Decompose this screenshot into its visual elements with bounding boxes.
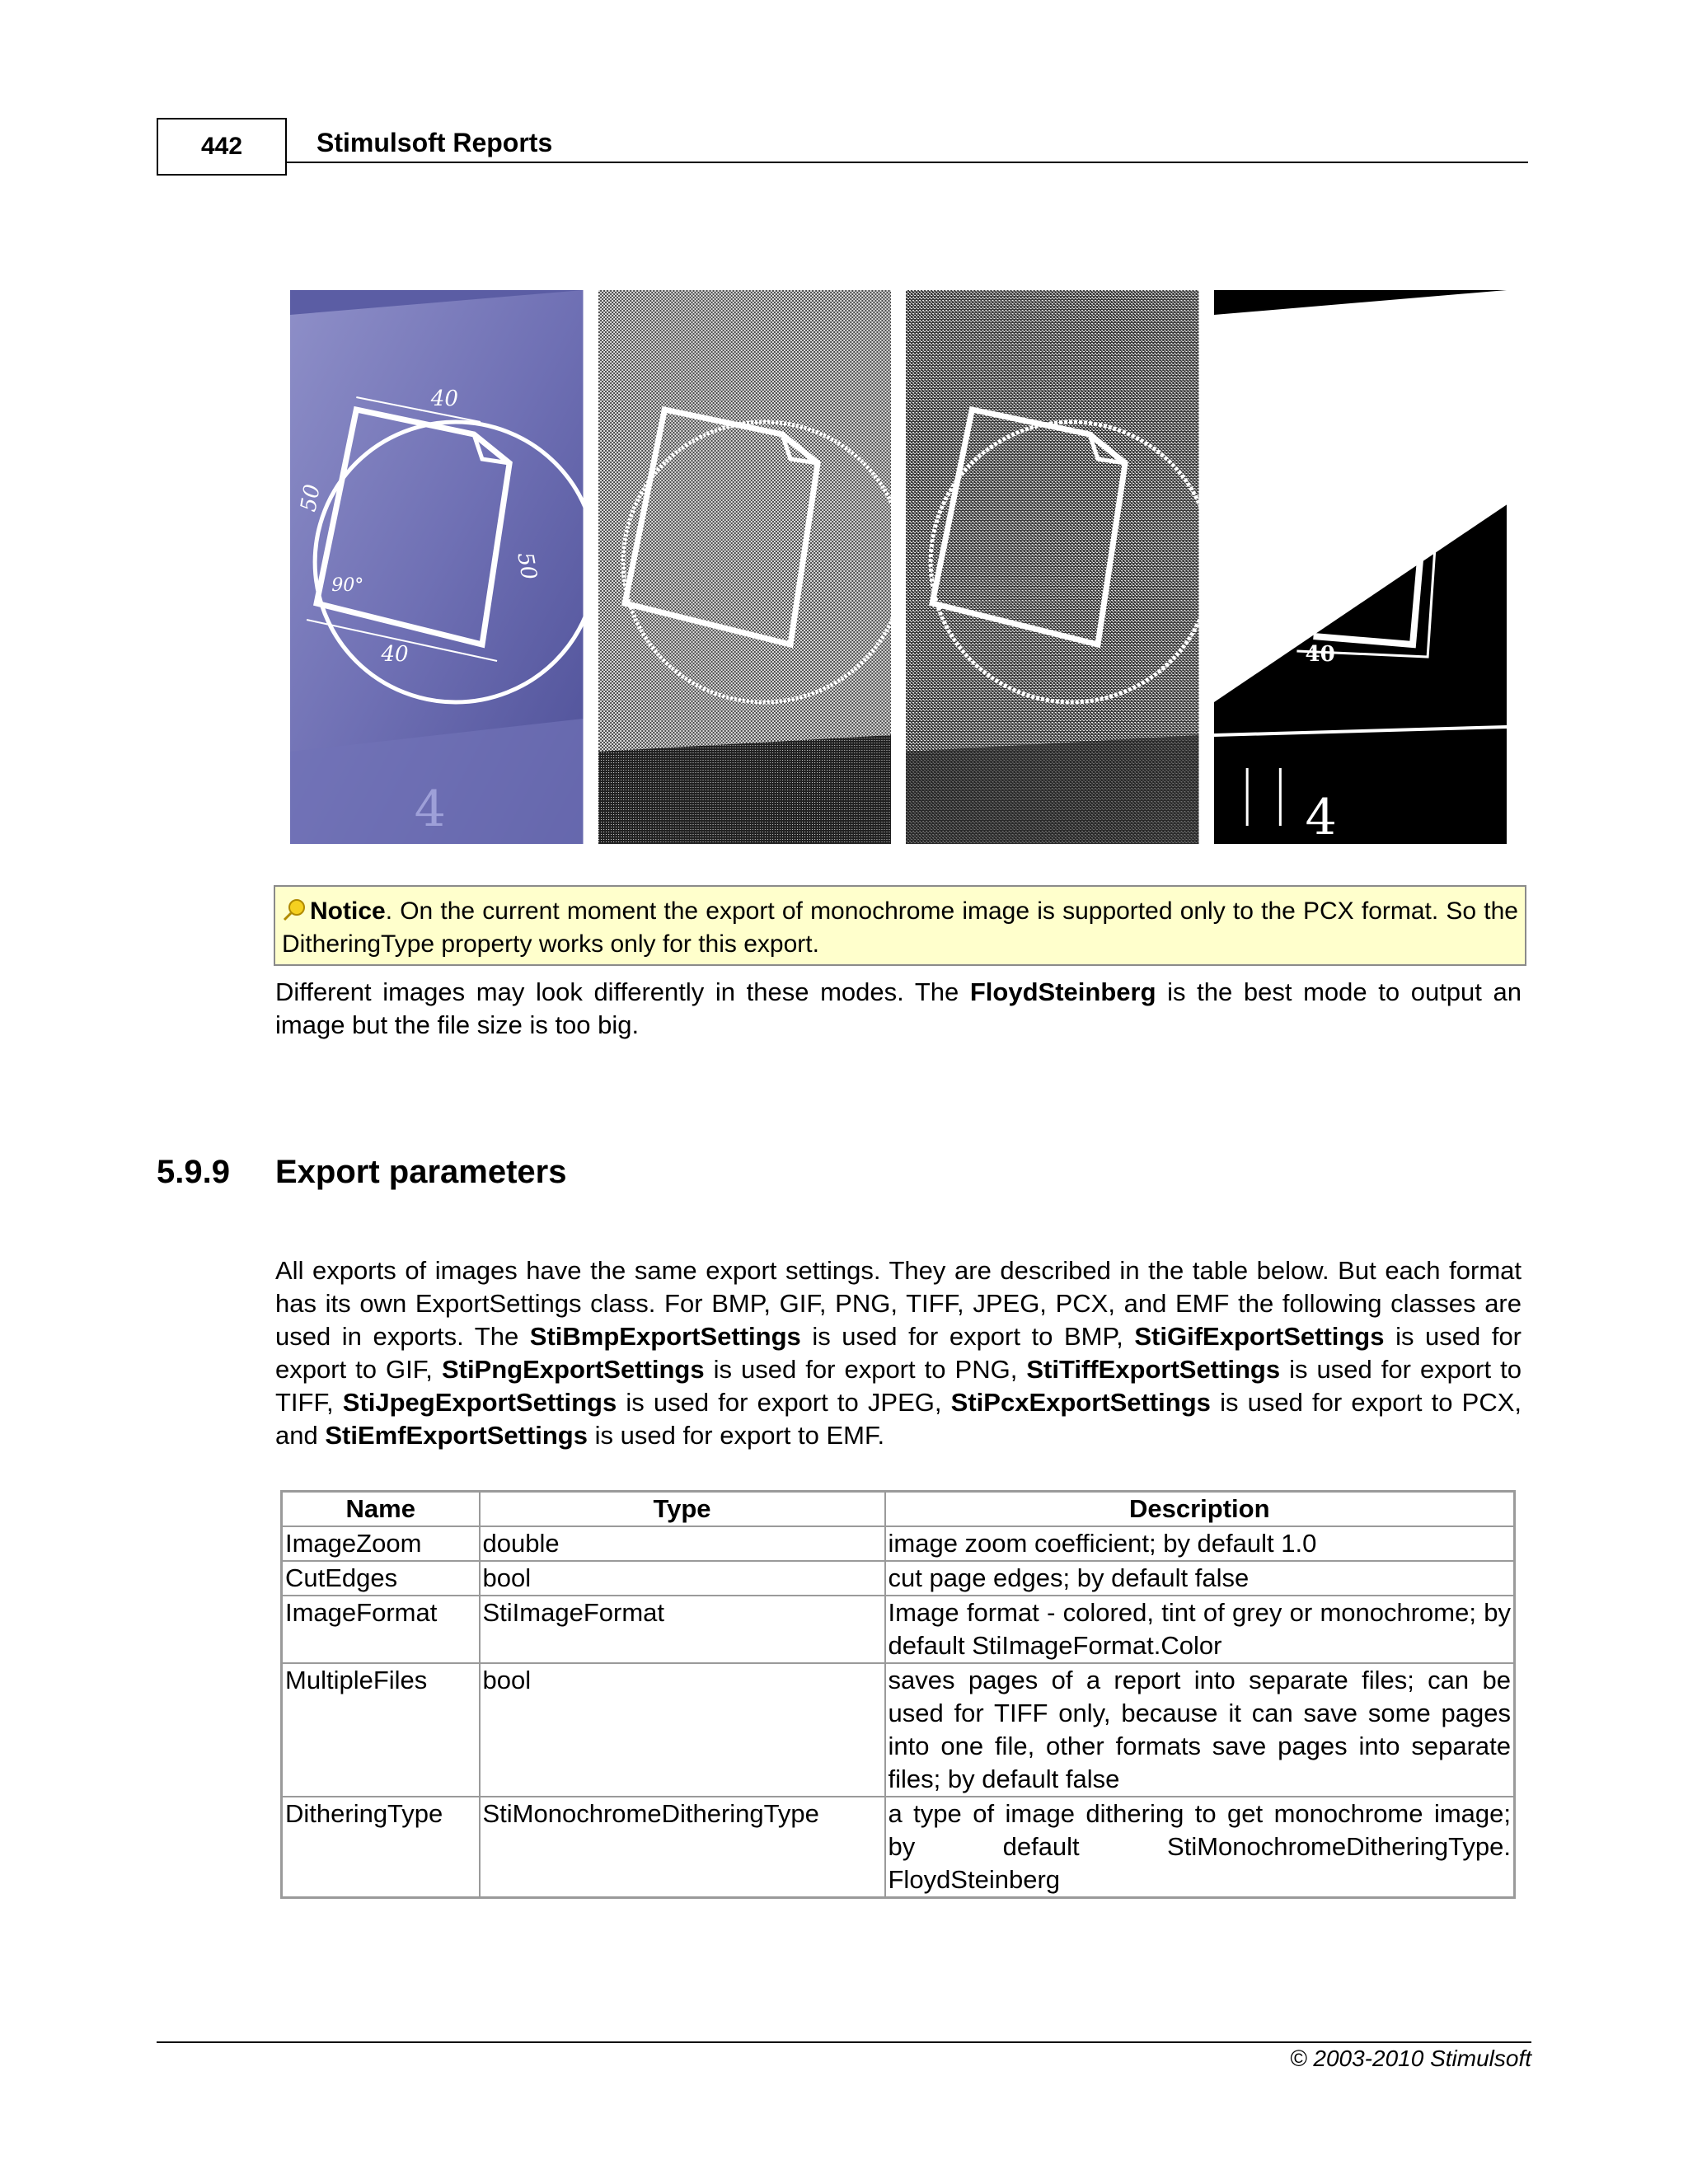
- text-run: is used for export to TIFF,: [275, 1355, 1522, 1417]
- document-title: Stimulsoft Reports: [316, 128, 553, 157]
- class-name: StiJpegExportSettings: [342, 1388, 617, 1417]
- table-row: [282, 1596, 1515, 1663]
- table-row: [282, 1663, 1515, 1797]
- cell-name: CutEdges: [282, 1561, 480, 1596]
- cell-type: double: [480, 1526, 885, 1561]
- text-run: is used for export to EMF.: [588, 1421, 885, 1450]
- class-name: StiPcxExportSettings: [950, 1388, 1211, 1417]
- paragraph-modes: [275, 976, 1522, 1042]
- cell-description: image zoom coefficient; by default 1.0: [885, 1526, 1515, 1561]
- section-title: Export parameters: [275, 1154, 567, 1190]
- cell-name: ImageZoom: [282, 1526, 480, 1561]
- cell-description: cut page edges; by default false: [885, 1561, 1515, 1596]
- paragraph-export-settings: [275, 1254, 1522, 1452]
- cell-type: bool: [480, 1561, 885, 1596]
- header-divider: [285, 162, 1528, 163]
- figure-panel-ordered: [906, 290, 1199, 844]
- cell-name: MultipleFiles: [282, 1663, 480, 1797]
- dimension-label: 40: [1304, 642, 1335, 667]
- dithering-comparison-figure: [290, 290, 1507, 844]
- figure-panel-threshold: [598, 290, 892, 844]
- notice-text: . On the current moment the export of monochrome image is supported only to the PCX format. So the DitheringType property works only for this export.: [282, 898, 1518, 958]
- table-row: [282, 1797, 1515, 1898]
- dimension-label: 4: [1304, 789, 1337, 844]
- text-run: is used for export to PCX, and: [275, 1388, 1522, 1450]
- notice-label: Notice: [310, 898, 386, 925]
- page-number: 442: [157, 118, 287, 176]
- footer-copyright: © 2003-2010 Stimulsoft: [1289, 2046, 1531, 2071]
- class-name: StiGifExportSettings: [1134, 1322, 1385, 1351]
- section-number: 5.9.9: [157, 1154, 230, 1190]
- text-run: is used for export to BMP,: [800, 1322, 1135, 1351]
- text-run: Different images may look differently in these modes. The: [275, 977, 970, 1006]
- text-run: is the best mode to output an image but the file size is too big.: [275, 977, 1522, 1039]
- notice-box: [274, 885, 1526, 966]
- text-run: All exports of images have the same export settings. They are described in the table below. But each format has its own ExportSettings class. For BMP, GIF, PNG, TIFF, JPEG, PCX, and EMF the following classes are used in exports. The: [275, 1256, 1522, 1351]
- note-icon: [282, 898, 307, 922]
- table-header-row: [282, 1492, 1515, 1527]
- cell-type: bool: [480, 1663, 885, 1797]
- column-header-description: Description: [885, 1492, 1515, 1527]
- footer-divider: [157, 2041, 1531, 2043]
- figure-panel-floyd-steinberg: [1214, 290, 1507, 844]
- dimension-label: 50: [512, 551, 542, 582]
- dimension-label: 4: [414, 780, 446, 838]
- cell-name: ImageFormat: [282, 1596, 480, 1663]
- bold-run: FloydSteinberg: [969, 977, 1156, 1006]
- column-header-name: Name: [282, 1492, 480, 1527]
- class-name: StiBmpExportSettings: [529, 1322, 801, 1351]
- cell-description: a type of image dithering to get monochrome image; by default StiMonochromeDitheringType. FloydSteinberg: [885, 1797, 1515, 1898]
- dimension-label: 40: [381, 642, 409, 667]
- dimension-label: 40: [430, 387, 458, 411]
- text-run: is used for export to JPEG,: [617, 1388, 951, 1417]
- cell-description: saves pages of a report into separate files; can be used for TIFF only, because it can save some pages into one file, other formats save pages into separate files; by default false: [885, 1663, 1515, 1797]
- dimension-label: 50: [296, 482, 326, 514]
- figure-panel-original: [290, 290, 584, 844]
- cell-type: StiImageFormat: [480, 1596, 885, 1663]
- cell-type: StiMonochromeDitheringType: [480, 1797, 885, 1898]
- table-row: [282, 1561, 1515, 1596]
- class-name: StiPngExportSettings: [441, 1355, 705, 1384]
- column-header-type: Type: [480, 1492, 885, 1527]
- text-run: is used for export to PNG,: [704, 1355, 1027, 1384]
- text-run: is used for export to GIF,: [275, 1322, 1522, 1384]
- export-parameters-table: [280, 1490, 1516, 1899]
- dimension-label: 90°: [331, 575, 364, 596]
- class-name: StiEmfExportSettings: [325, 1421, 588, 1450]
- cell-name: DitheringType: [282, 1797, 480, 1898]
- cell-description: Image format - colored, tint of grey or monochrome; by default StiImageFormat.Color: [885, 1596, 1515, 1663]
- table-row: [282, 1526, 1515, 1561]
- class-name: StiTiffExportSettings: [1026, 1355, 1281, 1384]
